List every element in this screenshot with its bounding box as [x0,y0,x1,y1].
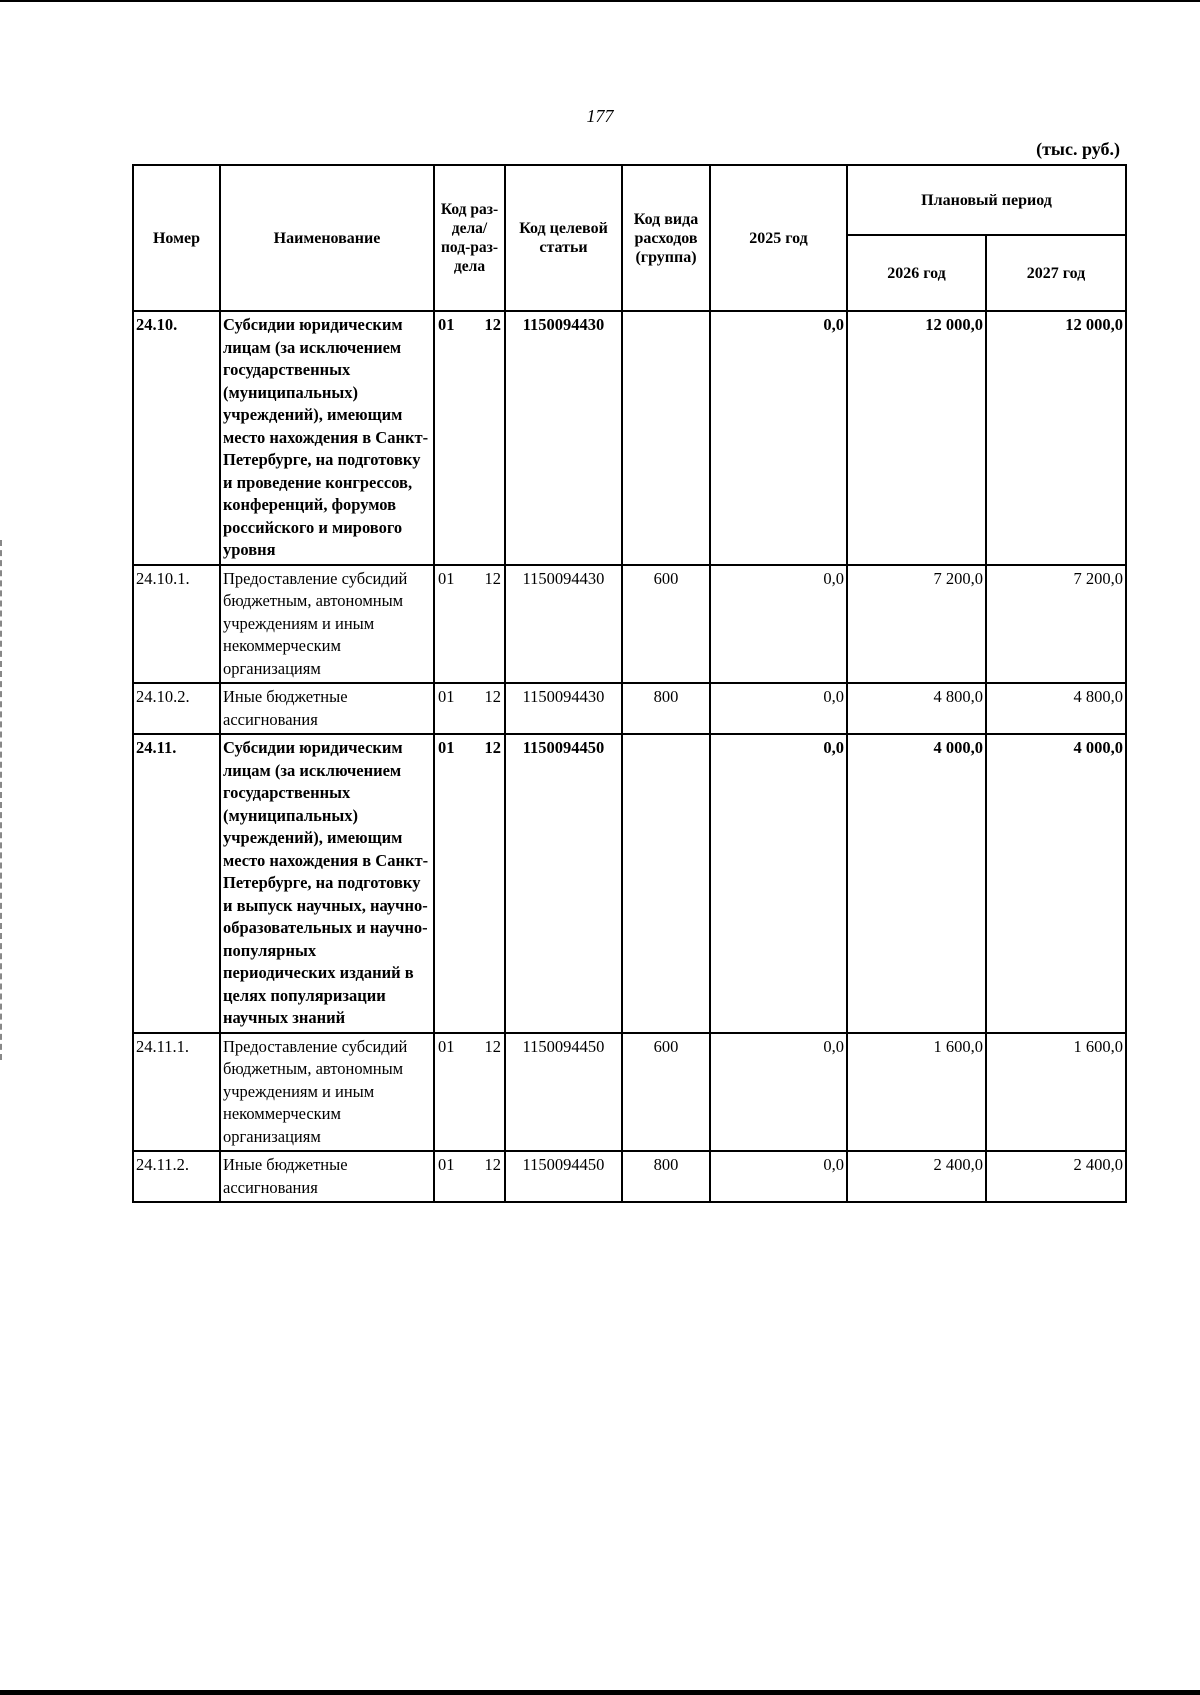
row-number: 24.10.2. [133,683,220,734]
row-value-2025: 0,0 [710,1151,847,1202]
row-value-2027: 7 200,0 [986,565,1126,684]
header-year-2025: 2025 год [710,165,847,311]
row-name-text: Иные бюджетные ассигнования [223,1155,348,1197]
row-value-2026: 4 000,0 [847,734,986,1033]
row-target-code: 1150094450 [505,1033,622,1152]
row-target-code: 1150094430 [505,565,622,684]
row-podrazdel: 12 [484,315,501,334]
table-row [133,565,1126,684]
row-value-2025: 0,0 [710,565,847,684]
row-number: 24.11.2. [133,1151,220,1202]
row-podrazdel: 12 [484,738,501,757]
row-name [220,683,434,734]
row-podrazdel: 12 [484,687,501,706]
row-name-text: Предоставление субсидий бюджетным, автономным учреждениям и иным некоммерческим организациям [223,568,408,678]
header-year-2027: 2027 год [986,235,1126,311]
row-name [220,565,434,684]
row-value-2026: 7 200,0 [847,565,986,684]
row-section-code [434,1151,505,1202]
table-row [133,1033,1126,1152]
table-body [133,311,1126,1202]
bottom-border-band [0,1690,1200,1695]
top-border-line [0,0,1200,2]
row-value-2027: 4 000,0 [986,734,1126,1033]
header-year-2026: 2026 год [847,235,986,311]
row-name [220,734,434,1033]
row-podrazdel: 12 [484,1155,501,1174]
row-podrazdel: 12 [484,1036,501,1056]
page-number: 177 [586,106,614,126]
row-value-2027: 1 600,0 [986,1033,1126,1152]
row-section-code [434,734,505,1033]
row-value-2027: 12 000,0 [986,311,1126,565]
row-razdel: 01 [438,315,455,334]
table-row [133,311,1126,565]
row-razdel: 01 [438,738,455,757]
row-name [220,1033,434,1152]
row-name-text: Субсидии юридическим лицам (за исключением государственных (муниципальных) учреждений), имеющим место нахождения в Санкт-Петербурге, на подготовку и проведение конгрессов, конференций, форумов российского и мирового уровня [223,315,429,559]
row-name-text: Субсидии юридическим лицам (за исключением государственных (муниципальных) учреждений), имеющим место нахождения в Санкт-Петербурге, на подготовку и выпуск научных, научно-образовательных и научно-популярных периодических изданий в целях популяризации научных знаний [223,738,429,1027]
row-target-code: 1150094430 [505,311,622,565]
header-number: Номер [133,165,220,311]
row-expense-code [622,311,710,565]
row-value-2027: 4 800,0 [986,683,1126,734]
header-section-code: Код раз-дела/ под-раз-дела [434,165,505,311]
row-name-text: Предоставление субсидий бюджетным, автономным учреждениям и иным некоммерческим организациям [223,1036,408,1146]
row-value-2025: 0,0 [710,1033,847,1152]
row-value-2027: 2 400,0 [986,1151,1126,1202]
row-number: 24.11. [133,734,220,1033]
row-value-2025: 0,0 [710,311,847,565]
row-section-code [434,683,505,734]
row-section-code [434,311,505,565]
row-value-2025: 0,0 [710,734,847,1033]
row-section-code [434,565,505,684]
row-podrazdel: 12 [484,568,501,588]
row-value-2026: 2 400,0 [847,1151,986,1202]
table-row [133,1151,1126,1202]
row-razdel: 01 [438,1155,455,1174]
row-value-2026: 4 800,0 [847,683,986,734]
row-expense-code: 800 [622,1151,710,1202]
row-target-code: 1150094430 [505,683,622,734]
header-name: Наименование [220,165,434,311]
row-name [220,1151,434,1202]
row-target-code: 1150094450 [505,1151,622,1202]
scan-edge-mark [0,540,4,1060]
row-name [220,311,434,565]
row-value-2025: 0,0 [710,683,847,734]
row-name-text: Иные бюджетные ассигнования [223,687,348,729]
row-razdel: 01 [438,687,455,706]
header-planned-period: Плановый период [847,165,1126,235]
row-razdel: 01 [438,1036,455,1056]
row-expense-code [622,734,710,1033]
table-row [133,734,1126,1033]
row-value-2026: 1 600,0 [847,1033,986,1152]
row-expense-code: 600 [622,565,710,684]
row-expense-code: 600 [622,1033,710,1152]
header-expense-code: Код вида расходов (группа) [622,165,710,311]
header-target-code: Код целевой статьи [505,165,622,311]
table-row [133,683,1126,734]
row-target-code: 1150094450 [505,734,622,1033]
row-number: 24.10.1. [133,565,220,684]
row-number: 24.11.1. [133,1033,220,1152]
row-value-2026: 12 000,0 [847,311,986,565]
row-section-code [434,1033,505,1152]
row-expense-code: 800 [622,683,710,734]
table-header-row [133,165,1126,235]
budget-table [132,164,1127,1203]
units-label: (тыс. руб.) [1036,139,1120,159]
row-number: 24.10. [133,311,220,565]
row-razdel: 01 [438,568,455,588]
